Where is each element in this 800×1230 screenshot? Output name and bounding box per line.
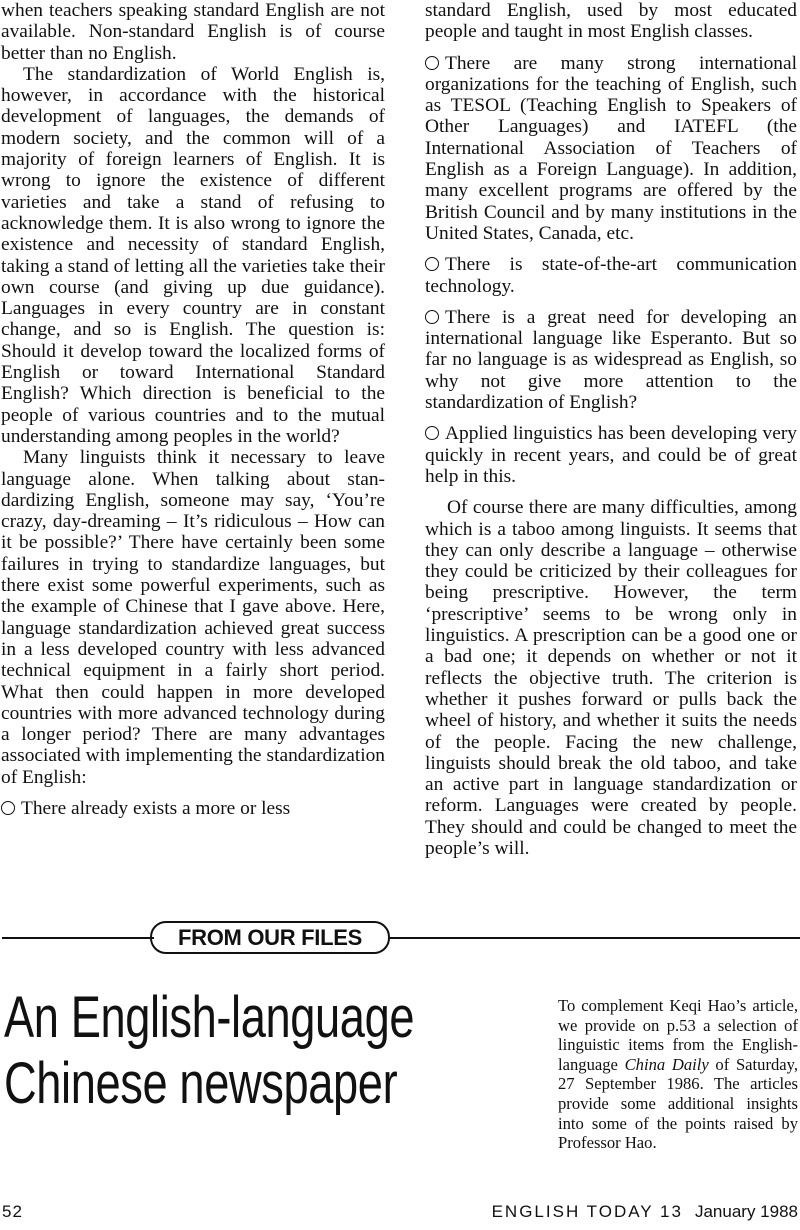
- journal-name: ENGLISH TODAY 13: [491, 1202, 683, 1221]
- bullet-text: There is a great need for developing an international language like Esperanto. But so far no language is as widespread as English, so why not give more attention to the standardization of English?: [425, 306, 797, 414]
- intro-text: To complement Keqi Hao’s article, we provide on p.53 a selection of linguistic items from the English-language: [558, 996, 798, 1074]
- journal-info: [492, 1202, 798, 1222]
- intro-text: of Saturday, 27 September 1986. The articles provide some additional insights into some of the points raised by Professor Hao.: [558, 1054, 798, 1153]
- bullet-item: [425, 254, 797, 297]
- bullet-text: There already exists a more or less: [21, 797, 291, 819]
- bullet-item: [1, 798, 385, 819]
- section-label: FROM OUR FILES: [150, 921, 390, 954]
- hollow-circle-icon: [425, 310, 439, 324]
- feature-headline: [4, 985, 415, 1117]
- paragraph: The standardization of World English is, however, in accordance with the historical development of languages, the demands of modern society, and the common will of a majority of foreign learners of English. It is wrong to ignore the existence of different varieties and take a stand of refusing to acknowledge them. It is also wrong to ignore the existence and necessity of standard English, taking a stand of letting all the varieties take their own course (and giving up due guidance). Languages in every country are in constant change, and so is English. The question is: Should it develop toward the localized forms of English or toward International Standard English? Which direction is beneficial to the people of various countries and to the mutual understanding among peoples in the world?: [1, 63, 385, 447]
- paragraph: Of course there are many difficulties, among which is a taboo among linguists. It seems that they can only describe a language – otherwise they could be criticized by their colleagues for being prescriptive. However, the term ‘prescriptive’ seems to be wrong only in linguistics. A prescription can be a good one or a bad one; it depends on whether or not it reflects the objective truth. The criterion is whether it pushes forward or pulls back the wheel of history, and whether it suits the needs of the people. Facing the new challenge, linguists should break the old taboo, and take an active part in language standardization or reform. Languages were created by people. They should and could be changed to meet the people’s will.: [425, 497, 797, 859]
- bullet-text: There are many strong international organizations for the teaching of English, such as TESOL (Teaching English to Speakers of Other Languages) and IATEFL (the International Association of Teachers of English as a Foreign Language). In addition, many excellent programs are offered by the British Council and by many institutions in the United States, Canada, etc.: [425, 52, 797, 244]
- bullet-item: [425, 307, 797, 413]
- bullet-continuation: standard English, used by most educated people and taught in most English classes.: [425, 0, 797, 43]
- paragraph: when teachers speaking standard English are not available. Non-standard English is of course better than no English.: [1, 0, 385, 64]
- bullet-item: [425, 53, 797, 245]
- banner-rule-left: [2, 937, 154, 939]
- headline-line-1: An English-language: [4, 985, 415, 1050]
- hollow-circle-icon: [425, 426, 439, 440]
- publication-title: China Daily: [624, 1054, 709, 1074]
- page-number: 52: [2, 1202, 23, 1221]
- headline-line-2: Chinese newspaper: [4, 1051, 398, 1116]
- feature-intro: [558, 996, 798, 1153]
- section-banner: [0, 921, 800, 957]
- bullet-item: [425, 423, 797, 487]
- hollow-circle-icon: [1, 801, 15, 815]
- issue-date: January 1988: [694, 1202, 798, 1221]
- banner-rule-right: [388, 937, 800, 939]
- hollow-circle-icon: [425, 257, 439, 271]
- page-footer: [0, 1202, 800, 1224]
- hollow-circle-icon: [425, 56, 439, 70]
- paragraph: Many linguists think it necessary to leave language alone. When talking about standardizing English, someone may say, ‘You’re crazy, day-dreaming – It’s ridiculous – How can it be possible?’ There have certainly been some failures in trying to standardize languages, but there exist some powerful experiments, such as the example of Chinese that I gave above. Here, language standardization achieved great success in a less developed country with less advanced technical equipment in a fairly short period. What then could happen in more developed countries with more advanced technology during a longer period? There are many advantages associated with implementing the standardization of English:: [1, 447, 385, 788]
- article-left-column: [1, 0, 385, 819]
- bullet-text: Applied linguistics has been developing very quickly in recent years, and could be of great help in this.: [425, 423, 797, 487]
- bullet-text: There is state-of-the-art communication technology.: [425, 254, 797, 297]
- article-right-column: [425, 0, 797, 859]
